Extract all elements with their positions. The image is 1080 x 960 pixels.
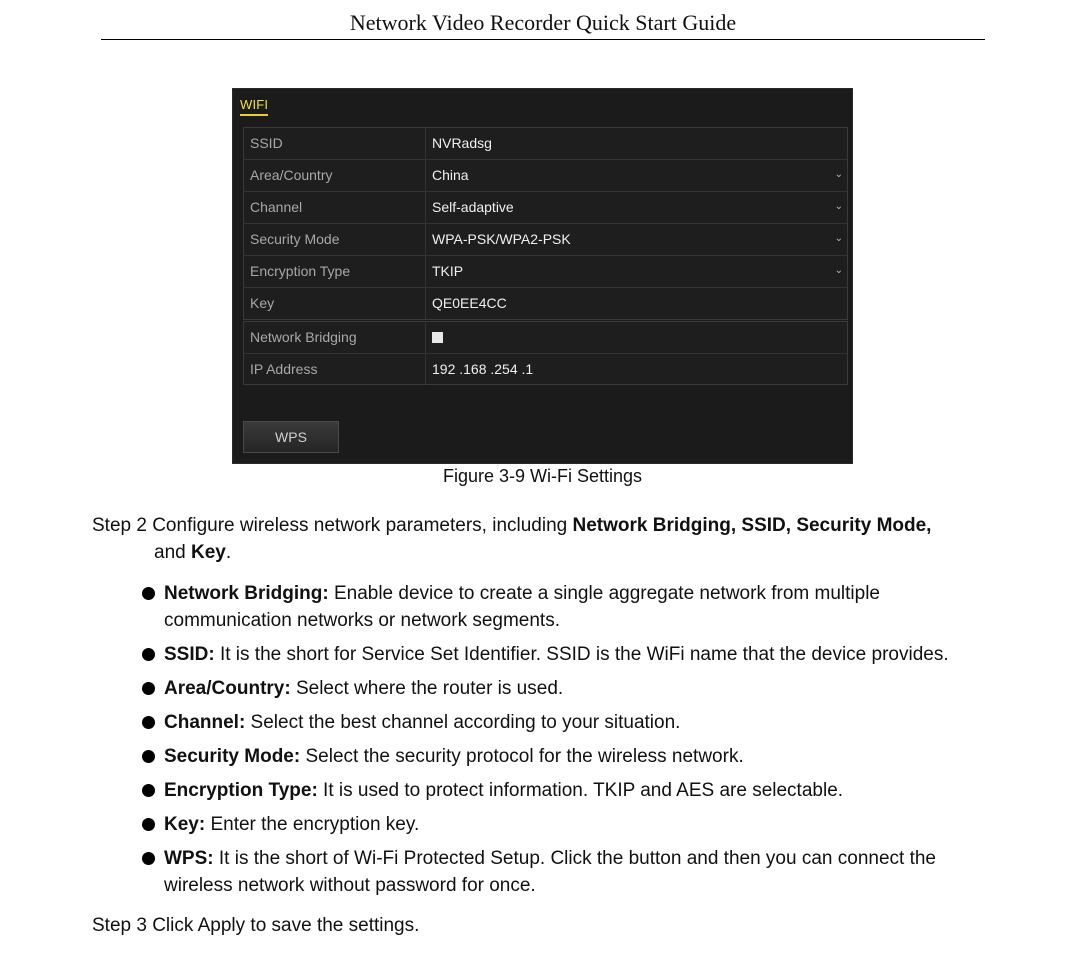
list-item-term: Encryption Type:: [164, 780, 318, 801]
wps-button[interactable]: WPS: [243, 421, 339, 453]
area-country-value: China: [432, 167, 469, 183]
list-item-term: Channel:: [164, 712, 246, 733]
ip-address-input[interactable]: [425, 354, 847, 385]
tab-wifi[interactable]: WIFI: [240, 97, 268, 116]
key-value: QE0EE4CC: [432, 295, 507, 311]
list-item-term: Key:: [164, 814, 206, 835]
security-mode-label: Security Mode: [250, 231, 340, 247]
list-item-term: Area/Country:: [164, 678, 291, 699]
ssid-value: NVRadsg: [432, 135, 492, 151]
bullet-icon: [142, 587, 155, 600]
page-header: [101, 8, 985, 40]
bridging-group: [243, 321, 848, 385]
encryption-type-select[interactable]: [425, 256, 847, 287]
channel-label: Channel: [250, 199, 303, 215]
step-2-line2-pre: and: [154, 542, 191, 563]
step-2: [92, 512, 992, 566]
list-item: [140, 675, 1000, 702]
list-item-term: Network Bridging:: [164, 583, 329, 604]
bullet-icon: [142, 784, 155, 797]
step-2-bold: Network Bridging, SSID, Security Mode,: [572, 515, 932, 536]
security-mode-value: WPA-PSK/WPA2-PSK: [432, 231, 571, 247]
parameter-list: [140, 580, 1000, 906]
list-item: [140, 811, 1000, 838]
list-item-text: It is used to protect information. TKIP and AES are selectable.: [317, 780, 844, 801]
encryption-type-label: Encryption Type: [250, 263, 351, 279]
network-bridging-checkbox[interactable]: [432, 332, 443, 343]
step-3: [92, 912, 419, 939]
chevron-down-icon: ⌄: [834, 265, 843, 276]
list-item-term: SSID:: [164, 644, 215, 665]
list-item-text: Select the best channel according to your situation.: [245, 712, 681, 733]
bullet-icon: [142, 682, 155, 695]
network-bridging-row: [244, 322, 847, 354]
list-item: [140, 777, 1000, 804]
list-item-text: Enable device to create a single aggregate network from multiple communication networks or network segments.: [164, 583, 880, 631]
list-item: [140, 845, 1000, 899]
list-item: [140, 743, 1000, 770]
encryption-type-row: [244, 256, 847, 288]
chevron-down-icon: ⌄: [834, 233, 843, 244]
channel-select[interactable]: [425, 192, 847, 223]
ssid-input[interactable]: [425, 128, 847, 159]
list-item-text: Enter the encryption key.: [205, 814, 420, 835]
step-2-text: Step 2 Configure wireless network parameters, including: [92, 515, 573, 536]
area-country-select[interactable]: [425, 160, 847, 191]
bullet-icon: [142, 648, 155, 661]
step-3-text: Step 3 Click Apply to save the settings.: [92, 915, 420, 936]
security-mode-row: [244, 224, 847, 256]
channel-row: [244, 192, 847, 224]
key-input[interactable]: [425, 288, 847, 319]
chevron-down-icon: ⌄: [834, 201, 843, 212]
list-item-text: Select where the router is used.: [290, 678, 564, 699]
list-item-text: It is the short for Service Set Identifier. SSID is the WiFi name that the device provides.: [214, 644, 949, 665]
network-bridging-field: [425, 322, 847, 353]
list-item-term: WPS:: [164, 848, 214, 869]
channel-value: Self-adaptive: [432, 199, 514, 215]
bullet-icon: [142, 852, 155, 865]
ip-address-row: [244, 354, 847, 386]
list-item: [140, 641, 1000, 668]
ssid-row: [244, 128, 847, 160]
step-2-line2-post: .: [225, 542, 232, 563]
ip-address-value: 192 .168 .254 .1: [432, 361, 534, 377]
bullet-icon: [142, 716, 155, 729]
wifi-settings-panel: [232, 88, 853, 464]
step-2-line2-bold: Key: [190, 542, 226, 563]
chevron-down-icon: ⌄: [834, 169, 843, 180]
key-label: Key: [250, 295, 275, 311]
list-item-term: Security Mode:: [164, 746, 301, 767]
area-country-label: Area/Country: [250, 167, 333, 183]
security-mode-select[interactable]: [425, 224, 847, 255]
wifi-fields-group: [243, 127, 848, 320]
list-item: [140, 580, 1000, 634]
bullet-icon: [142, 750, 155, 763]
header-title: Network Video Recorder Quick Start Guide: [349, 10, 737, 35]
ssid-label: SSID: [250, 135, 283, 151]
key-row: [244, 288, 847, 320]
encryption-type-value: TKIP: [432, 263, 464, 279]
figure-caption: Figure 3-9 Wi-Fi Settings: [442, 466, 643, 486]
area-country-row: [244, 160, 847, 192]
network-bridging-label: Network Bridging: [250, 329, 357, 345]
list-item-text: Select the security protocol for the wireless network.: [300, 746, 744, 767]
ip-address-label: IP Address: [250, 361, 318, 377]
list-item-text: It is the short of Wi-Fi Protected Setup. Click the button and then you can connect the wireless network without password for once.: [164, 848, 936, 896]
list-item: [140, 709, 1000, 736]
bullet-icon: [142, 818, 155, 831]
